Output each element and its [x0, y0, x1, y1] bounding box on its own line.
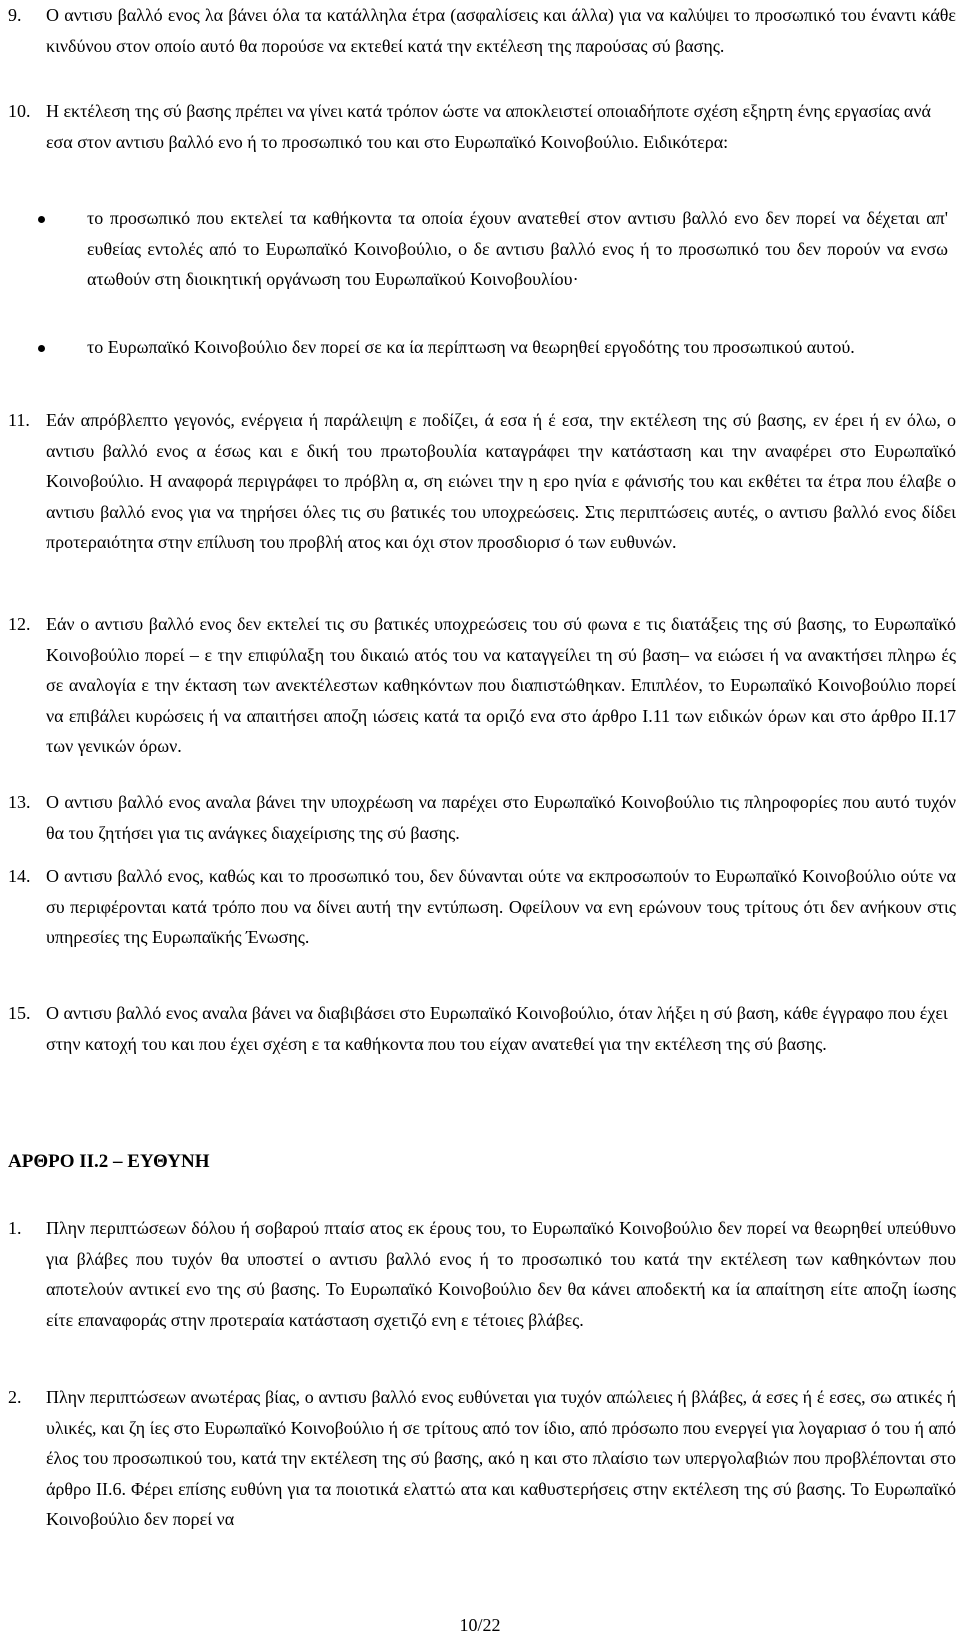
clause-number: 14.: [8, 866, 31, 886]
clause-text: Ο αντισυ βαλλό ενος αναλα βάνει την υποχρέωση να παρέχει στο Ευρωπαϊκό Κοινοβούλιο τις πληροφορίες που αυτό τυχόν θα του ζητήσει για τις ανάγκες διαχείρισης της σύ βασης.: [46, 792, 956, 843]
clause-number: 9.: [8, 5, 22, 25]
clause-text: Εάν ο αντισυ βαλλό ενος δεν εκτελεί τις συ βατικές υποχρεώσεις του σύ φωνα ε τις διατάξεις της σύ βασης, το Ευρωπαϊκό Κοινοβούλιο πορεί – ε την επιφύλαξη του δικαιώ ατός του να καταγγείλει τη σύ βαση– να ειώσει ή να ανακτήσει πληρω ές σε αναλογία ε την έκταση των ανεκτέλεστων καθηκόντων που διαπιστώθηκαν. Επιπλέον, το Ευρωπαϊκό Κοινοβούλιο πορεί να επιβάλει κυρώσεις ή να απαιτήσει αποζη ιώσεις κατά τα οριζό ενα στο άρθρο Ι.11 των ειδικών όρων και στο άρθρο ΙΙ.17 των γενικών όρων.: [46, 614, 956, 756]
clause-number: 13.: [8, 792, 31, 812]
clause-text: Ο αντισυ βαλλό ενος λα βάνει όλα τα κατάλληλα έτρα (ασφαλίσεις και άλλα) για να καλύψει το προσωπικό του έναντι κάθε κινδύνου στον οποίο αυτό θα πορούσε να εκτεθεί κατά την εκτέλεση της παρούσας σύ βασης.: [46, 5, 956, 56]
clause-number: 2.: [8, 1387, 22, 1407]
clause-number: 11.: [8, 410, 30, 430]
clause-text: Η εκτέλεση της σύ βασης πρέπει να γίνει κατά τρόπον ώστε να αποκλειστεί οποιαδήποτε σχέση εξηρτη ένης εργασίας ανά εσα στον αντισυ βαλλό ενο ή το προσωπικό του και στο Ευρωπαϊκό Κοινοβούλιο. Ειδικότερα:: [46, 101, 931, 152]
article-heading: ΑΡΘΡΟ ΙΙ.2 – ΕΥΘΥΝΗ: [8, 1151, 210, 1172]
clause-number: 1.: [8, 1218, 22, 1238]
clause-text: Εάν απρόβλεπτο γεγονός, ενέργεια ή παράλειψη ε ποδίζει, ά εσα ή έ εσα, την εκτέλεση της σύ βασης, εν έρει ή εν όλω, ο αντισυ βαλλό ενος α έσως και ε δική του πρωτοβουλία καταγράφει την κατάσταση και την αναφέρει στο Ευρωπαϊκό Κοινοβούλιο. Η αναφορά περιγράφει το πρόβλη α, ση ειώνει την η ερο ηνία ε φάνισής του και εκθέτει τα έτρα που έλαβε ο αντισυ βαλλό ενος για να τηρήσει όλες τις συ βατικές του υποχρεώσεις. Στις περιπτώσεις αυτές, ο αντισυ βαλλό ενος δίδει προτεραιότητα στην επίλυση του προβλή ατος και όχι στον προσδιορισ ό των ευθυνών.: [46, 410, 956, 552]
clause-number: 12.: [8, 614, 31, 634]
clause-number: 10.: [8, 101, 31, 121]
clause-text: Πλην περιπτώσεων δόλου ή σοβαρού πταίσ ατος εκ έρους του, το Ευρωπαϊκό Κοινοβούλιο δεν πορεί να θεωρηθεί υπεύθυνο για βλάβες που τυχόν θα υποστεί ο αντισυ βαλλό ενος ή το προσωπικό του κατά την εκτέλεση των καθηκόντων που αποτελούν αντικεί ενο της σύ βασης. Το Ευρωπαϊκό Κοινοβούλιο δεν θα κάνει αποδεκτή κα ία απαίτηση είτε αποζη ίωσης είτε επαναφοράς στην προτεραία κατάσταση σχετιζό ενη ε τέτοιες βλάβες.: [46, 1218, 956, 1330]
clause-text: Πλην περιπτώσεων ανωτέρας βίας, ο αντισυ βαλλό ενος ευθύνεται για τυχόν απώλειες ή βλάβες, ά εσες ή έ εσες, σω ατικές ή υλικές, και ζη ίες στο Ευρωπαϊκό Κοινοβούλιο ή σε τρίτους από τον ίδιο, από πρόσωπο που ενεργεί για λογαριασ ό του ή από έλος του προσωπικού του, κατά την εκτέλεση της σύ βασης, ακό η και στο πλαίσιο των υπεργολαβιών που προβλέπονται στο άρθρο ΙΙ.6. Φέρει επίσης ευθύνη για τα ποιοτικά ελαττώ ατα και καθυστερήσεις στην εκτέλεση της σύ βασης. Το Ευρωπαϊκό Κοινοβούλιο δεν πορεί να: [46, 1387, 956, 1529]
bullet-icon: [38, 216, 45, 223]
bullet-icon: [38, 345, 45, 352]
clause-text: Ο αντισυ βαλλό ενος, καθώς και το προσωπικό του, δεν δύνανται ούτε να εκπροσωπούν το Ευρωπαϊκό Κοινοβούλιο ούτε να συ περιφέρονται κατά τρόπο που να δίνει αυτή την εντύπωση. Οφείλουν να ενη ερώνουν τους τρίτους ότι δεν ανήκουν στις υπηρεσίες της Ευρωπαϊκής Ένωσης.: [46, 866, 956, 947]
clause-number: 15.: [8, 1003, 31, 1023]
bullet-text: το προσωπικό που εκτελεί τα καθήκοντα τα οποία έχουν ανατεθεί στον αντισυ βαλλό ενο δεν πορεί να δέχεται απ' ευθείας εντολές από το Ευρωπαϊκό Κοινοβούλιο, ο δε αντισυ βαλλό ενος ή το προσωπικό του δεν πορούν να ενσω ατωθούν στη διοικητική οργάνωση του Ευρωπαϊκού Κοινοβουλίου·: [87, 208, 948, 289]
page-number: 10/22: [459, 1615, 501, 1635]
bullet-text: το Ευρωπαϊκό Κοινοβούλιο δεν πορεί σε κα ία περίπτωση να θεωρηθεί εργοδότης του προσωπικού αυτού.: [87, 337, 855, 357]
clause-text: Ο αντισυ βαλλό ενος αναλα βάνει να διαβιβάσει στο Ευρωπαϊκό Κοινοβούλιο, όταν λήξει η σύ βαση, κάθε έγγραφο που έχει στην κατοχή του και που έχει σχέση ε τα καθήκοντα που του είχαν ανατεθεί για την εκτέλεση της σύ βασης.: [46, 1003, 948, 1054]
